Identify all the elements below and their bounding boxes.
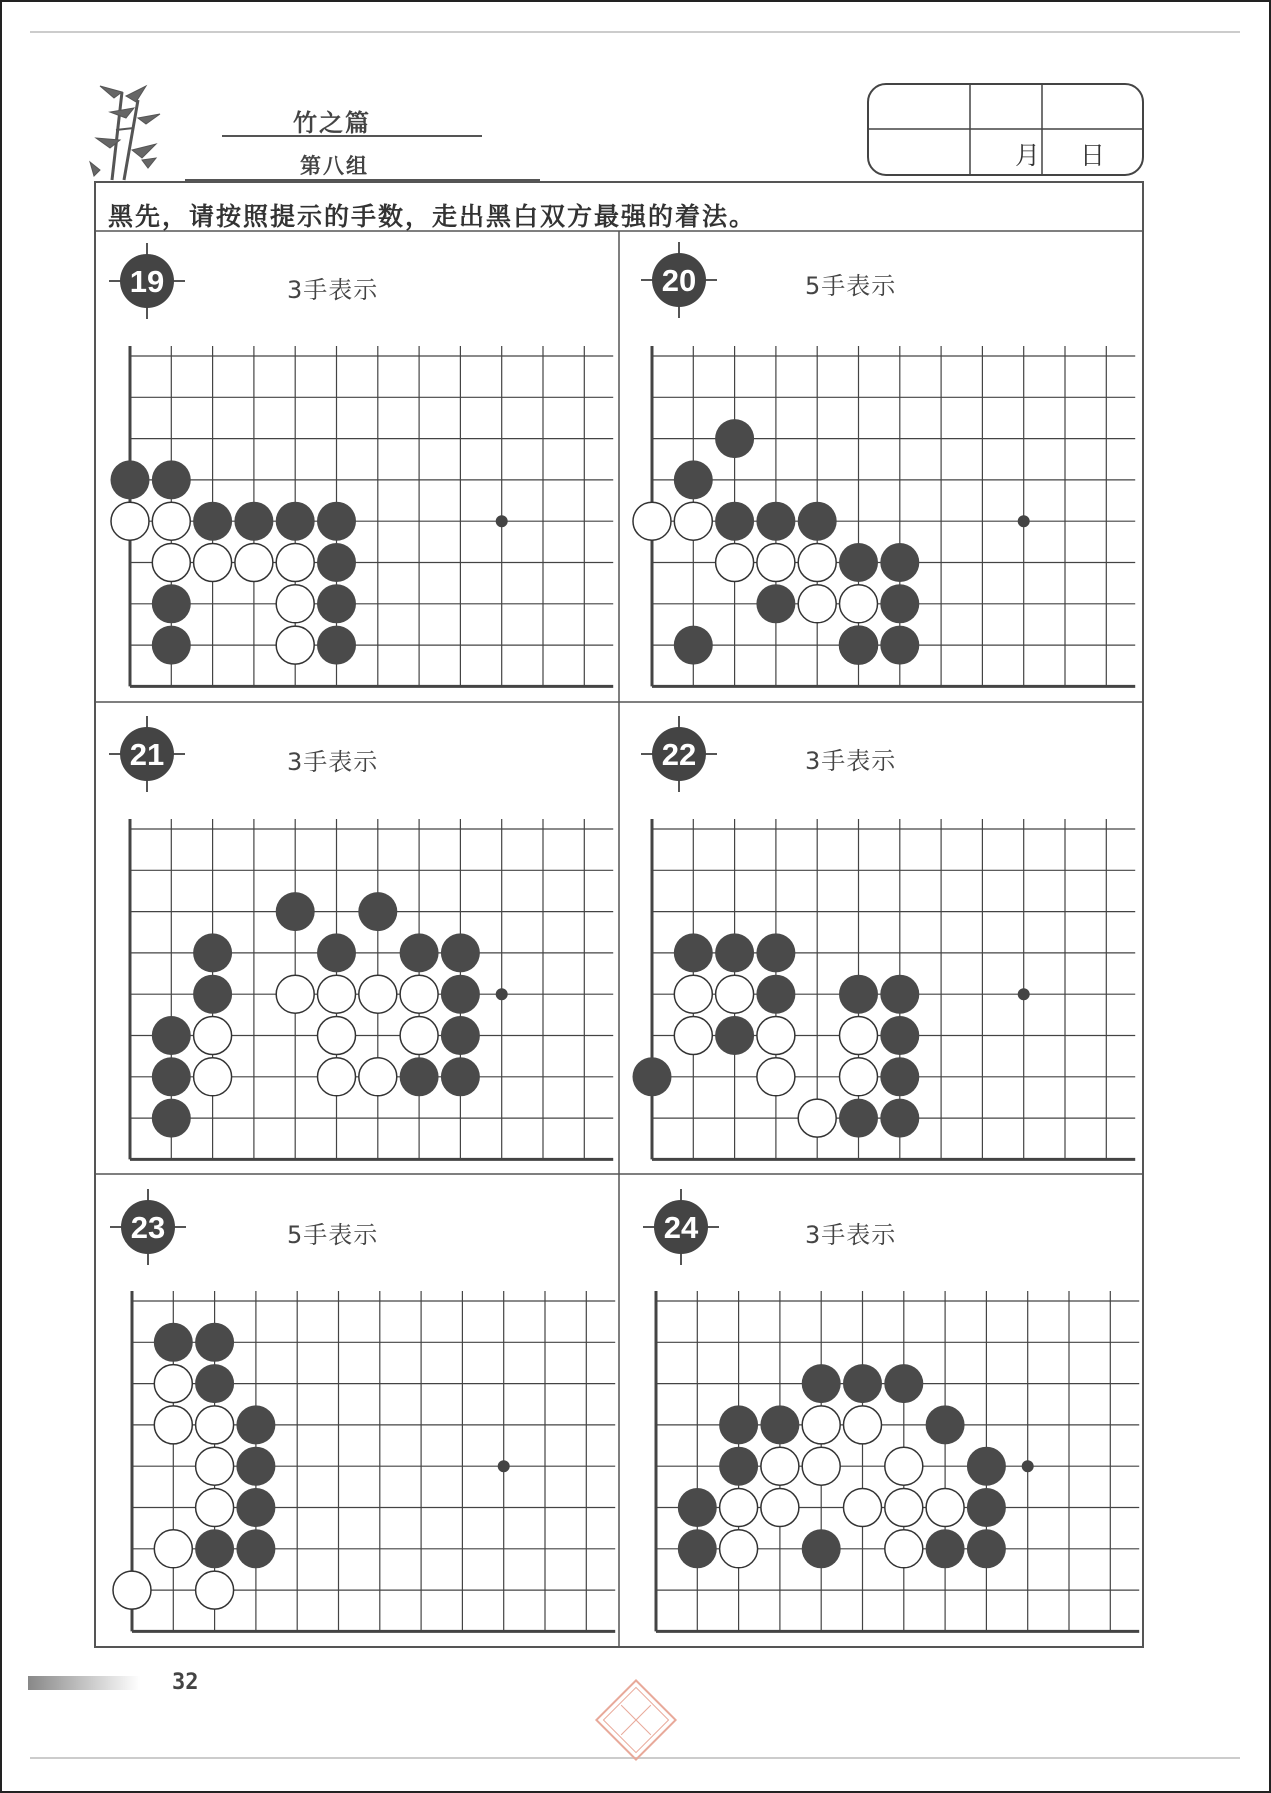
scan-border	[1, 1, 1270, 1792]
white-stone	[716, 544, 754, 582]
problem-19-moves-label: 3手表示	[287, 276, 379, 304]
black-stone	[234, 502, 273, 541]
black-stone	[441, 933, 480, 972]
white-stone	[194, 1058, 232, 1096]
white-stone	[276, 975, 314, 1013]
go-board-problem-22	[633, 716, 1136, 1159]
black-stone	[317, 626, 356, 665]
white-stone	[152, 502, 190, 540]
black-stone	[317, 933, 356, 972]
black-stone	[880, 1057, 919, 1096]
white-stone	[757, 1058, 795, 1096]
white-stone	[318, 975, 356, 1013]
black-stone	[236, 1447, 275, 1486]
black-stone	[317, 584, 356, 623]
black-stone	[756, 502, 795, 541]
black-stone	[843, 1364, 882, 1403]
black-stone	[441, 1016, 480, 1055]
black-stone	[152, 1099, 191, 1138]
black-stone	[674, 933, 713, 972]
white-stone	[885, 1489, 923, 1527]
white-stone	[196, 1447, 234, 1485]
white-stone	[844, 1489, 882, 1527]
white-stone	[400, 1017, 438, 1055]
white-stone	[761, 1489, 799, 1527]
black-stone	[152, 1016, 191, 1055]
black-stone	[111, 460, 150, 499]
white-stone	[757, 1017, 795, 1055]
white-stone	[926, 1489, 964, 1527]
white-stone	[154, 1530, 192, 1568]
black-stone	[967, 1488, 1006, 1527]
white-stone	[196, 1489, 234, 1527]
black-stone	[678, 1488, 717, 1527]
problem-number: 21	[129, 737, 165, 772]
black-stone	[967, 1529, 1006, 1568]
black-stone	[236, 1488, 275, 1527]
star-point	[1018, 988, 1030, 1000]
white-stone	[633, 502, 671, 540]
white-stone	[196, 1571, 234, 1609]
black-stone	[756, 584, 795, 623]
black-stone	[880, 1016, 919, 1055]
go-board-problem-20	[633, 242, 1135, 686]
black-stone	[193, 502, 232, 541]
black-stone	[276, 502, 315, 541]
star-point	[1022, 1460, 1034, 1472]
white-stone	[761, 1447, 799, 1485]
black-stone	[236, 1529, 275, 1568]
white-stone	[798, 544, 836, 582]
black-stone	[839, 626, 878, 665]
black-stone	[967, 1447, 1006, 1486]
problem-number: 20	[661, 263, 697, 298]
star-point	[496, 515, 508, 527]
white-stone	[154, 1365, 192, 1403]
problem-24-moves-label: 3手表示	[805, 1221, 897, 1249]
black-stone	[317, 502, 356, 541]
section-title: 竹之篇	[293, 108, 371, 137]
black-stone	[715, 1016, 754, 1055]
white-stone	[798, 1099, 836, 1137]
white-stone	[674, 502, 712, 540]
black-stone	[719, 1447, 758, 1486]
problem-number: 24	[663, 1210, 699, 1245]
white-stone	[152, 544, 190, 582]
black-stone	[880, 543, 919, 582]
black-stone	[193, 933, 232, 972]
white-stone	[276, 544, 314, 582]
white-stone	[359, 1058, 397, 1096]
white-stone	[757, 544, 795, 582]
white-stone	[674, 1017, 712, 1055]
black-stone	[154, 1323, 193, 1362]
black-stone	[715, 419, 754, 458]
problem-20-moves-label: 5手表示	[805, 272, 897, 300]
black-stone	[195, 1323, 234, 1362]
go-board-problem-19	[109, 243, 613, 686]
black-stone	[884, 1364, 923, 1403]
white-stone	[802, 1406, 840, 1444]
black-stone	[400, 933, 439, 972]
problem-21-moves-label: 3手表示	[287, 748, 379, 776]
white-stone	[885, 1530, 923, 1568]
problem-number: 22	[661, 737, 697, 772]
black-stone	[839, 1099, 878, 1138]
white-stone	[802, 1447, 840, 1485]
star-point	[498, 1460, 510, 1472]
problem-22-moves-label: 3手表示	[805, 747, 897, 775]
problem-23-moves-label: 5手表示	[287, 1221, 379, 1249]
white-stone	[798, 585, 836, 623]
black-stone	[880, 975, 919, 1014]
white-stone	[113, 1571, 151, 1609]
black-stone	[802, 1529, 841, 1568]
go-board-problem-21	[109, 716, 613, 1159]
white-stone	[194, 544, 232, 582]
black-stone	[317, 543, 356, 582]
white-stone	[716, 975, 754, 1013]
black-stone	[633, 1057, 672, 1096]
footer-bar	[28, 1676, 140, 1690]
white-stone	[318, 1017, 356, 1055]
publisher-seal	[596, 1680, 675, 1759]
date-day-label: 日	[1080, 141, 1106, 170]
white-stone	[885, 1447, 923, 1485]
black-stone	[719, 1405, 758, 1444]
white-stone	[276, 585, 314, 623]
go-board-problem-24	[643, 1189, 1139, 1631]
page-number: 32	[172, 1670, 199, 1695]
black-stone	[193, 975, 232, 1014]
black-stone	[152, 626, 191, 665]
black-stone	[756, 933, 795, 972]
white-stone	[840, 1058, 878, 1096]
white-stone	[359, 975, 397, 1013]
black-stone	[358, 892, 397, 931]
white-stone	[840, 1017, 878, 1055]
group-title: 第八组	[300, 153, 369, 178]
white-stone	[276, 626, 314, 664]
problem-number: 19	[129, 264, 165, 299]
white-stone	[840, 585, 878, 623]
white-stone	[720, 1489, 758, 1527]
black-stone	[715, 502, 754, 541]
black-stone	[400, 1057, 439, 1096]
black-stone	[236, 1405, 275, 1444]
instruction-text: 黑先，请按照提示的手数，走出黑白双方最强的着法。	[108, 202, 757, 231]
black-stone	[756, 975, 795, 1014]
black-stone	[802, 1364, 841, 1403]
black-stone	[926, 1529, 965, 1568]
white-stone	[318, 1058, 356, 1096]
black-stone	[441, 1057, 480, 1096]
black-stone	[798, 502, 837, 541]
white-stone	[844, 1406, 882, 1444]
date-month-label: 月	[1015, 141, 1041, 170]
problem-number: 23	[130, 1210, 166, 1245]
black-stone	[715, 933, 754, 972]
black-stone	[880, 626, 919, 665]
white-stone	[720, 1530, 758, 1568]
black-stone	[195, 1364, 234, 1403]
black-stone	[674, 460, 713, 499]
black-stone	[880, 584, 919, 623]
white-stone	[194, 1017, 232, 1055]
black-stone	[152, 1057, 191, 1096]
black-stone	[276, 892, 315, 931]
black-stone	[674, 626, 713, 665]
white-stone	[400, 975, 438, 1013]
black-stone	[839, 975, 878, 1014]
go-board-problem-23	[110, 1189, 615, 1631]
black-stone	[839, 543, 878, 582]
black-stone	[152, 460, 191, 499]
white-stone	[674, 975, 712, 1013]
black-stone	[678, 1529, 717, 1568]
black-stone	[152, 584, 191, 623]
star-point	[496, 988, 508, 1000]
black-stone	[195, 1529, 234, 1568]
black-stone	[880, 1099, 919, 1138]
black-stone	[760, 1405, 799, 1444]
white-stone	[196, 1406, 234, 1444]
bamboo-icon	[90, 86, 160, 180]
black-stone	[441, 975, 480, 1014]
white-stone	[154, 1406, 192, 1444]
white-stone	[111, 502, 149, 540]
star-point	[1018, 515, 1030, 527]
white-stone	[235, 544, 273, 582]
black-stone	[926, 1405, 965, 1444]
